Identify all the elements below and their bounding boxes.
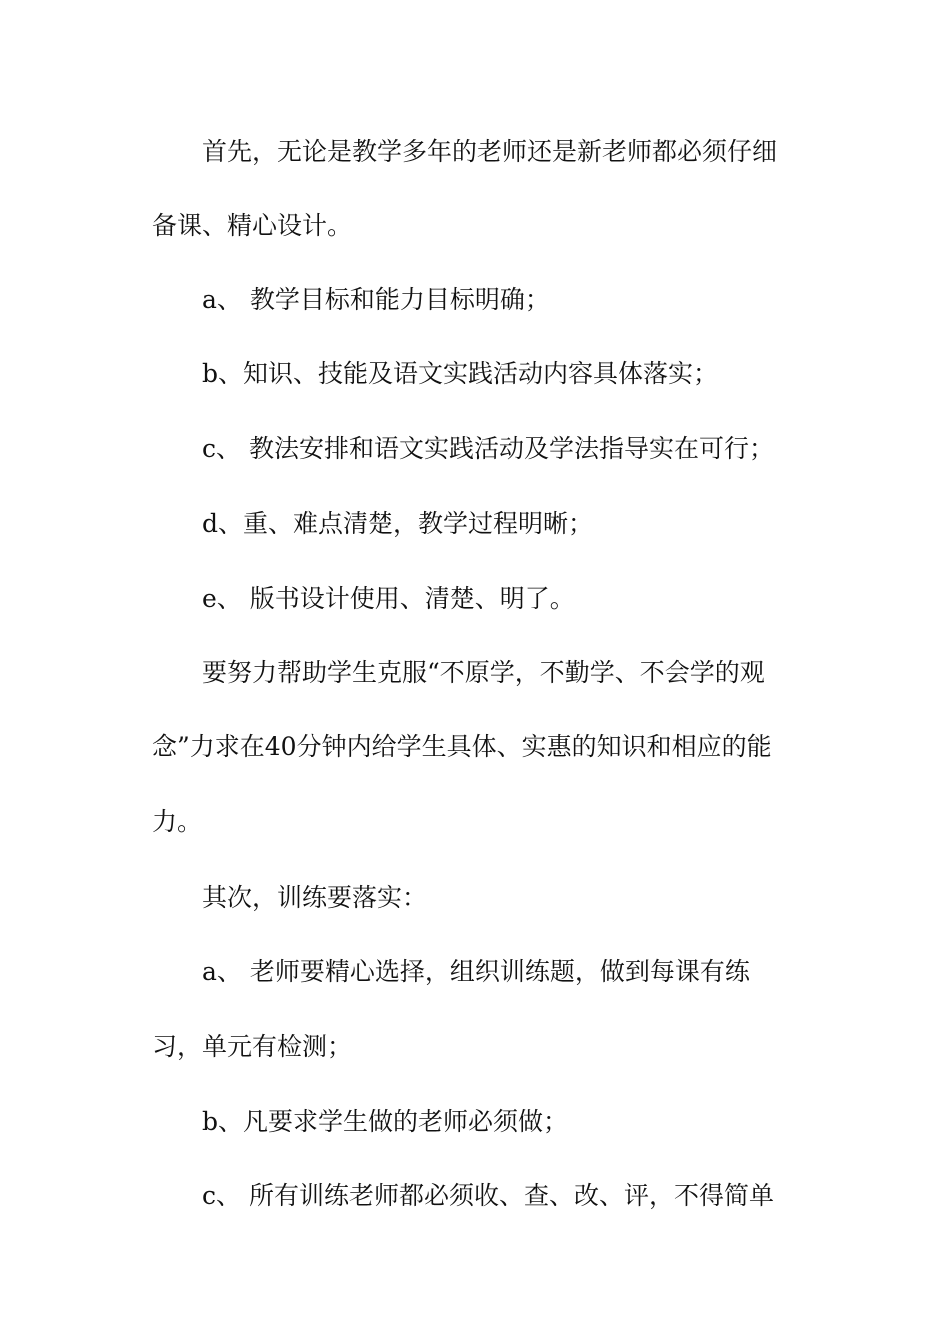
list-item: c、 教法安排和语文实践活动及学法指导实在可行； <box>202 434 774 463</box>
paragraph-line: 力。 <box>152 807 203 836</box>
list-item: e、 版书设计使用、清楚、明了。 <box>202 584 575 613</box>
list-item: b、知识、技能及语文实践活动内容具体落实； <box>202 359 719 388</box>
list-item: a、 教学目标和能力目标明确； <box>202 285 550 314</box>
paragraph-line: 其次，训练要落实： <box>202 883 428 912</box>
paragraph-line: 首先，无论是教学多年的老师还是新老师都必须仔细 <box>202 137 778 166</box>
list-item: d、重、难点清楚，教学过程明晰； <box>202 509 594 538</box>
paragraph-line: 要努力帮助学生克服“不原学，不勤学、不会学的观 <box>202 658 765 687</box>
paragraph-line: 念”力求在40分钟内给学生具体、实惠的知识和相应的能 <box>152 732 772 761</box>
list-item: 习，单元有检测； <box>152 1032 353 1061</box>
list-item: a、 老师要精心选择，组织训练题，做到每课有练 <box>202 957 750 986</box>
paragraph-line: 备课、精心设计。 <box>152 211 353 240</box>
list-item: b、凡要求学生做的老师必须做； <box>202 1107 569 1136</box>
list-item: c、 所有训练老师都必须收、查、改、评，不得简单 <box>202 1181 774 1210</box>
